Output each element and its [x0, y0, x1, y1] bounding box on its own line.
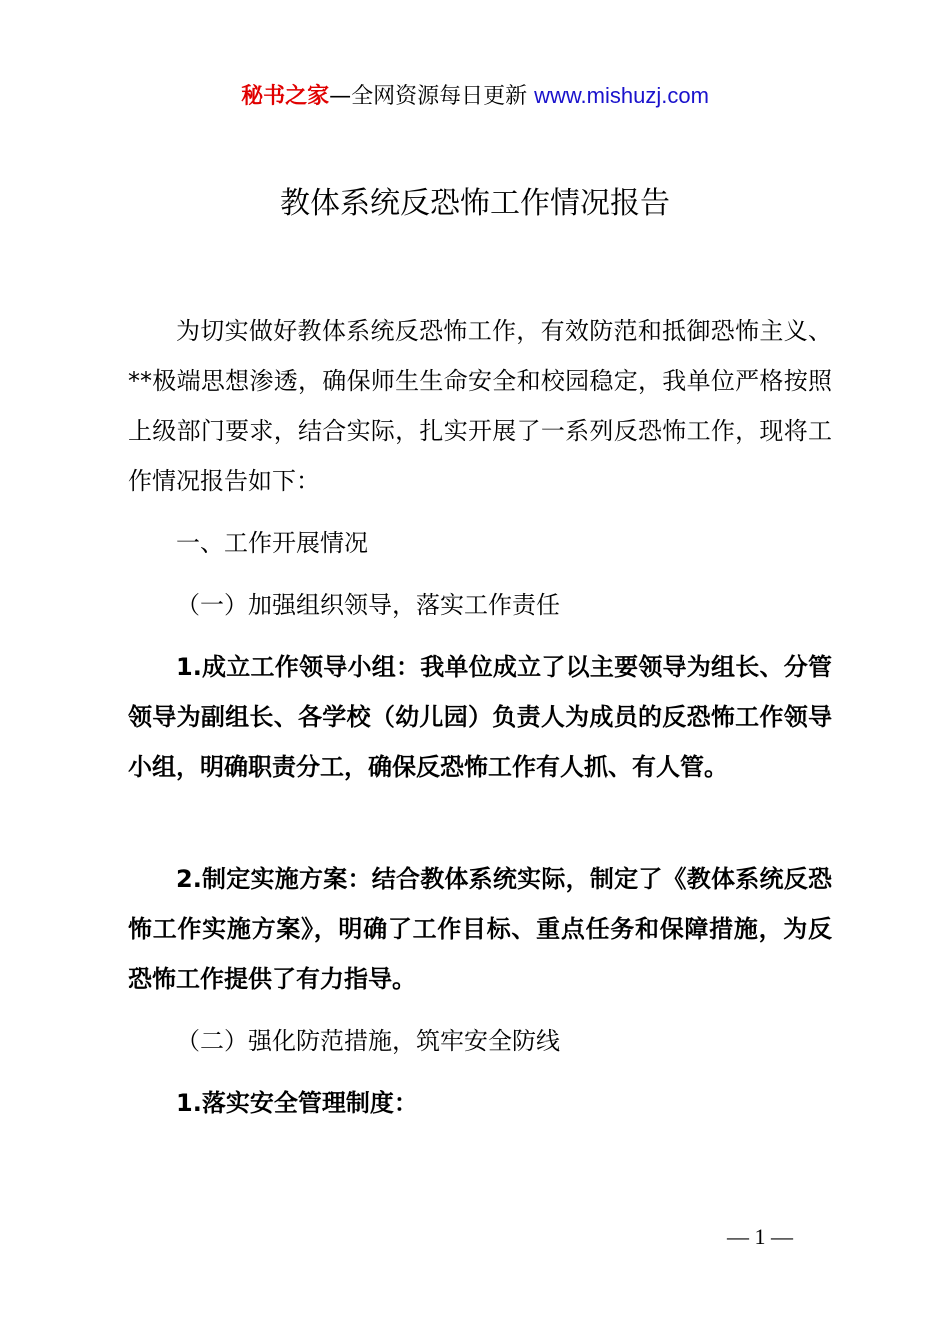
site-header	[0, 80, 950, 113]
subsection-heading-1	[128, 580, 832, 630]
item-2-text: 2.制定实施方案：结合教体系统实际，制定了《教体系统反恐怖工作实施方案》，明确了工作目标、重点任务和保障措施，为反恐怖工作提供了有力指导。	[128, 865, 832, 993]
section-heading-1	[128, 518, 832, 568]
page-number: — 1 —	[727, 1224, 793, 1249]
section-heading-1-text: 一、工作开展情况	[176, 529, 368, 557]
document-title: 教体系统反恐怖工作情况报告	[280, 186, 670, 221]
item-paragraph-2	[128, 854, 832, 1004]
intro-text: 为切实做好教体系统反恐怖工作，有效防范和抵御恐怖主义、**极端思想渗透，确保师生生命安全和校园稳定，我单位严格按照上级部门要求，结合实际，扎实开展了一系列反恐怖工作，现将工作情况报告如下：	[128, 317, 832, 495]
item-paragraph-3	[128, 1078, 832, 1128]
site-tagline: —全网资源每日更新	[329, 84, 528, 109]
site-url-link[interactable]: www.mishuzj.com	[534, 83, 709, 108]
intro-paragraph	[128, 306, 832, 506]
item-paragraph-1	[128, 642, 832, 792]
item-1-text: 1.成立工作领导小组：我单位成立了以主要领导为组长、分管领导为副组长、各学校（幼儿园）负责人为成员的反恐怖工作领导小组，明确职责分工，确保反恐怖工作有人抓、有人管。	[128, 653, 832, 781]
subsection-heading-2	[128, 1016, 832, 1066]
subsection-heading-1-text: （一）加强组织领导，落实工作责任	[176, 591, 560, 619]
item-3-text: 1.落实安全管理制度：	[176, 1089, 418, 1117]
site-brand: 秘书之家	[241, 84, 330, 109]
subsection-heading-2-text: （二）强化防范措施，筑牢安全防线	[176, 1027, 560, 1055]
